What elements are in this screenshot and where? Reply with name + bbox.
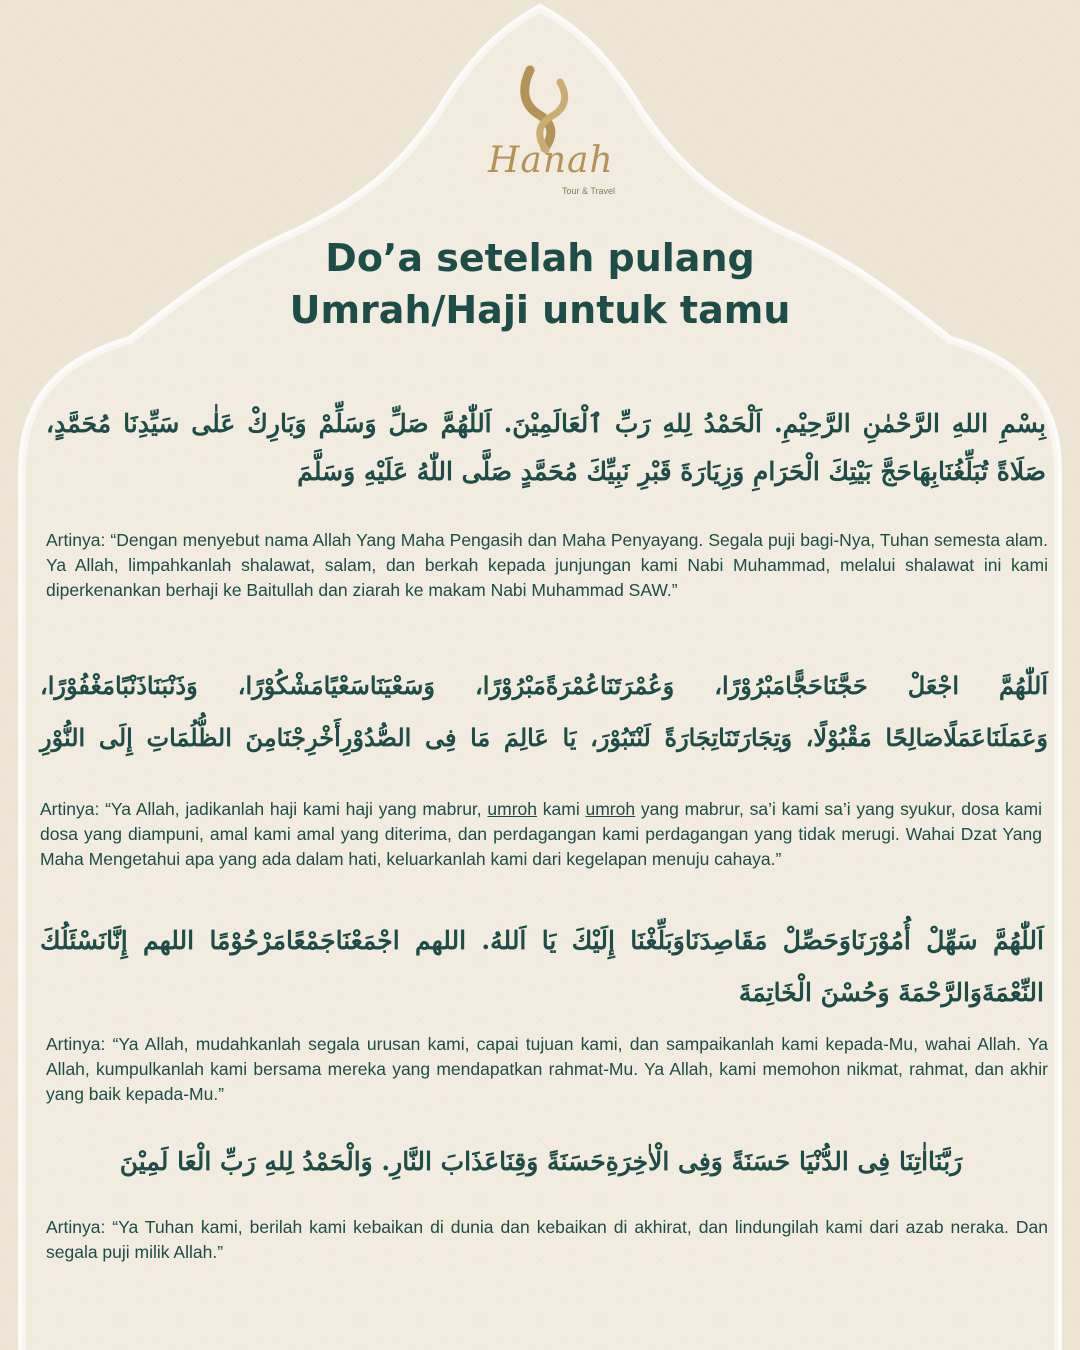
translation-1: Artinya: “Dengan menyebut nama Allah Yang Maha Pengasih dan Maha Penyayang. Segala puji bagi-Nya, Tuhan semesta alam. Ya Allah, limpahkanlah shalawat, salam, dan berkah kepada junjungan kami Nabi Muhammad, melalui shalawat ini kami diperkenankan berhaji ke Baitullah dan ziarah ke makam Nabi Muhammad SAW.”: [46, 530, 1048, 600]
arabic-line: اَللّٰهُمَّ سَهِّلْ أُمُوْرَنَاوَحَصِّلْ مَقَاصِدَنَاوَبَلِّغْنَا إِلَيْكَ يَا اَللهُ. اللهم اجْمَعْنَاجَمْعًامَرْحُوْمًا اللهم إِنَّانَسْئَلُكَ: [40, 926, 1044, 955]
arabic-line: صَلَاةً تُبَلِّغُنَابِهَاحَجَّ بَيْتِكَ الْحَرَامِ وَزِيَارَةَ قَبْرِ نَبِيِّكَ مُحَمَّدٍ صَلَّى اللّٰهُ عَلَيْهِ وَسَلَّمَ: [297, 457, 1046, 486]
arabic-line: اَللّٰهُمَّ اجْعَلْ حَجَّنَاحَجًّامَبْرُوْرًا، وَعُمْرَتَنَاعُمْرَةًمَبْرُوْرًا، وَسَعْيَنَاسَعْيًامَشْكُوْرًا، وَذَنْبَنَاذَنْبًامَغْفُوْرًا،: [40, 671, 1048, 700]
arabic-line: وَعَمَلَنَاعَمَلًاصَالِحًا مَقْبُوْلًا، وَتِجَارَتَنَاتِجَارَةً لَنْتَبُوْرَ، يَا عَالِمَ مَا فِى الصُّدُوْرِأَخْرِجْنَامِنَ الظُّلُمَاتِ إِلَى النُّوْرِ: [40, 723, 1048, 752]
arabic-prayer-2: [40, 660, 1048, 764]
arabic-line: النِّعْمَةَوَالرَّحْمَةَ وَحُسْنَ الْخَاتِمَةَ: [738, 978, 1044, 1007]
brand-tagline: Tour & Travel: [562, 186, 616, 196]
arabic-prayer-3: [40, 915, 1044, 1019]
arabic-prayer-4: [96, 1138, 986, 1186]
arabic-line: رَبَّنَااٰتِنَا فِى الدُّنْيَا حَسَنَةً وَفِى الْاٰخِرَةِحَسَنَةً وَقِنَاعَذَابَ النَّارِ. وَالْحَمْدُ لِلهِ رَبِّ الْعَا لَمِيْنَ: [119, 1147, 963, 1176]
underlined-word: umroh: [487, 799, 538, 819]
title-line-1: Do’a setelah pulang: [325, 236, 755, 280]
translation-3: Artinya: “Ya Allah, mudahkanlah segala urusan kami, capai tujuan kami, dan sampaikanlah kami kepada-Mu, wahai Allah. Ya Allah, kumpulkanlah kami bersama mereka yang mendapatkan rahmat-Mu. Ya Allah, kami memohon nikmat, rahmat, dan akhir yang baik kepada-Mu.”: [46, 1034, 1048, 1104]
title-line-2: Umrah/Haji untuk tamu: [289, 288, 791, 332]
arabic-line: بِسْمِ اللهِ الرَّحْمٰنِ الرَّحِيْمِ. اَلْحَمْدُ لِلهِ رَبِّ ٱلْعَالَمِيْنَ. اَللّٰهُمَّ صَلِّ وَسَلِّمْ وَبَارِكْ عَلٰى سَيِّدِنَا مُحَمَّدٍ،: [46, 409, 1046, 438]
underlined-word: umroh: [585, 799, 636, 819]
arabic-prayer-1: [46, 400, 1046, 496]
translation-4: Artinya: “Ya Tuhan kami, berilah kami kebaikan di dunia dan kebaikan di akhirat, dan lindungilah kami dari azab neraka. Dan segala puji milik Allah.”: [46, 1217, 1048, 1262]
page-title: [140, 232, 940, 336]
translation-2: Artinya: “Ya Allah, jadikanlah haji kami haji yang mabrur, umroh kami umroh yang mabrur, sa’i kami sa’i yang syukur, dosa kami dosa yang diampuni, amal kami amal yang diterima, dan perdagangan kami perdagangan yang tidak merugi. Wahai Dzat Yang Maha Mengetahui apa yang ada dalam hati, keluarkanlah kami dari kegelapan menuju cahaya.”: [40, 799, 1042, 869]
brand-name: Hanah: [488, 140, 614, 181]
